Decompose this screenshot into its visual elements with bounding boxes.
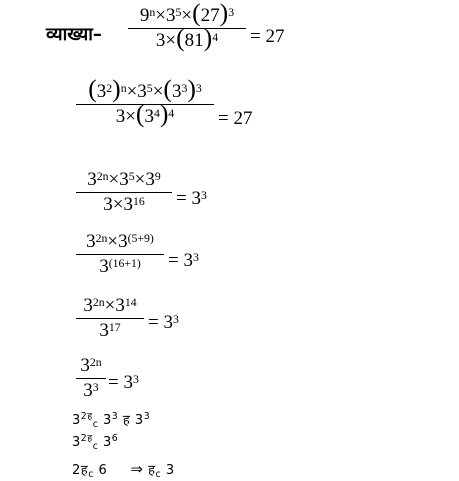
equation-2-rhs: = 27 — [218, 108, 253, 129]
equation-5-fraction — [76, 296, 144, 341]
equation-5-rhs: = $3^3$ — [148, 312, 179, 333]
fraction-bar — [76, 318, 144, 319]
equals-three: = 3 — [176, 188, 201, 209]
equation-4-fraction — [76, 232, 164, 277]
equation-4-denominator: $3^{(16+1)}$ — [99, 255, 141, 277]
equation-3-rhs: = $3^3$ — [176, 188, 207, 209]
equals-three: = 3 — [168, 250, 193, 271]
equation-3-denominator: $3\times 3^{16}$ — [103, 193, 145, 215]
equation-6-numerator: $3^{2n}$ — [80, 355, 102, 376]
equation-5-numerator: $3^{2n}\times 3^{14}$ — [83, 295, 137, 316]
fraction-bar — [76, 192, 172, 193]
fraction-bar — [76, 254, 164, 255]
step-line-8: $3^{2ह}_c$ $3^6$ — [72, 433, 119, 453]
equation-2-fraction — [76, 74, 214, 128]
equation-1-denominator: $3\times(81)^4$ — [155, 22, 219, 52]
implies-arrow: ⇒ — [130, 460, 144, 478]
fraction-bar — [76, 104, 214, 105]
step-line-9: 2ह$_c$ 6 ⇒ ह$_c$ 3 — [72, 460, 175, 481]
equation-4-rhs: = $3^3$ — [168, 250, 199, 271]
fraction-bar — [128, 28, 246, 29]
solution-heading: व्याख्या– — [46, 24, 102, 45]
fraction-bar — [76, 378, 106, 379]
equation-2-numerator: $(3^2)^n\times 3^5\times(3^3)^3$ — [88, 74, 202, 103]
equation-2-denominator: $3\times(3^4)^4$ — [115, 98, 175, 128]
equation-1-rhs: = 27 — [250, 26, 285, 47]
equation-1-fraction — [128, 0, 246, 52]
equation-4-numerator: $3^{2n}\times 3^{(5+9)}$ — [86, 231, 154, 252]
equation-5-denominator: $3^{17}$ — [99, 319, 121, 341]
equation-1-numerator: $9^n\times 3^5\times(27)^3$ — [139, 0, 235, 27]
equation-3-fraction — [76, 170, 172, 215]
equation-3-numerator: $3^{2n}\times 3^5\times 3^9$ — [87, 169, 161, 190]
equation-6-rhs: = $3^3$ — [108, 372, 139, 393]
step-line-7: $3^{2ह}_c$ $3^3$ ह $3^3$ — [72, 411, 151, 431]
equals-three: = 3 — [108, 372, 133, 393]
equals-three: = 3 — [148, 312, 173, 333]
equation-6-fraction — [76, 356, 106, 401]
equation-6-denominator: $3^3$ — [83, 379, 99, 401]
